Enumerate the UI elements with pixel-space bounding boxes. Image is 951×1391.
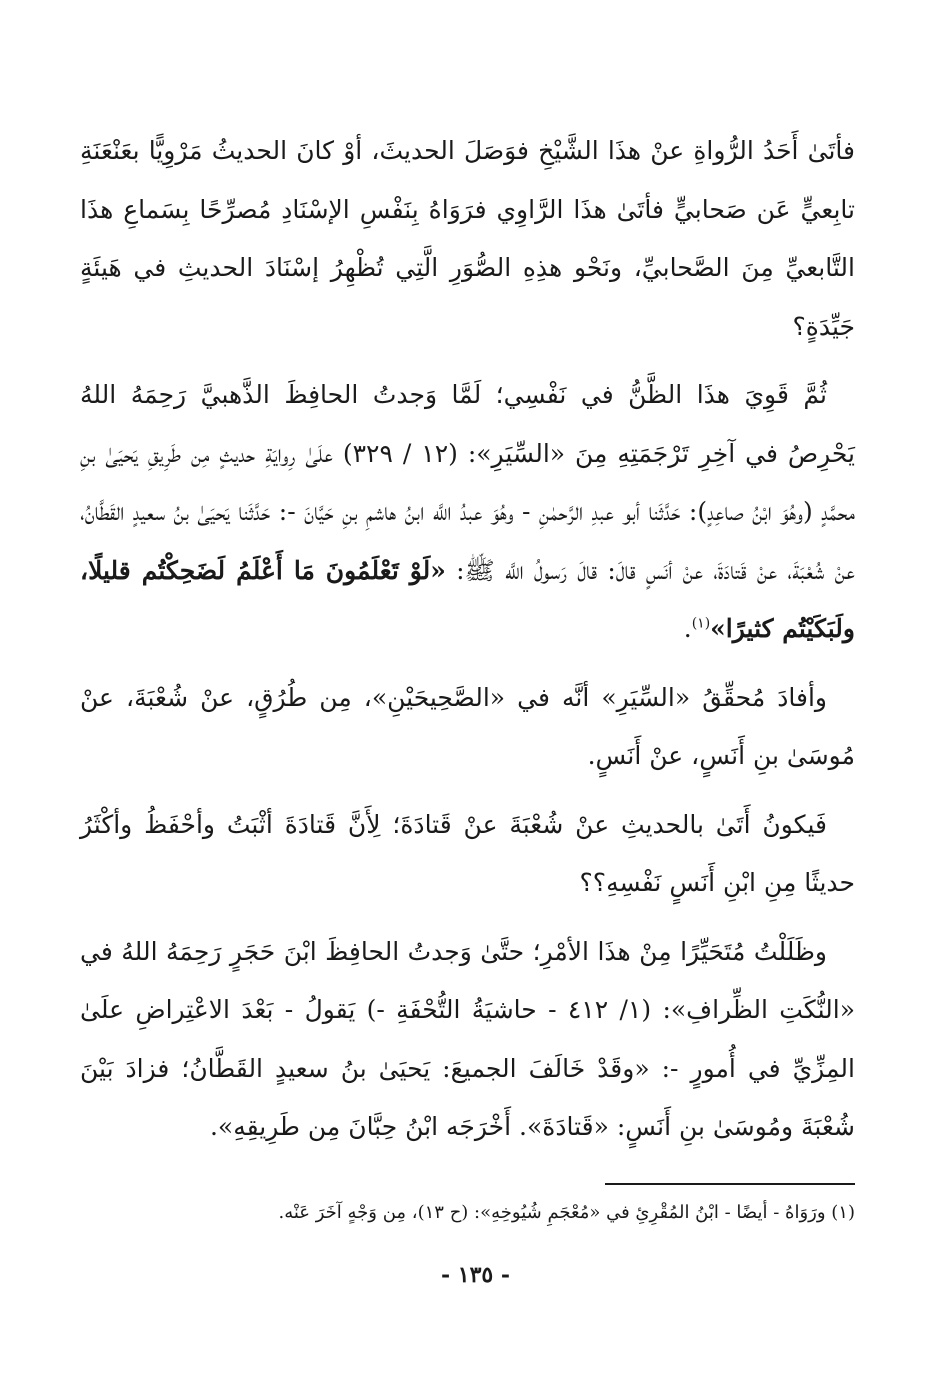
paragraph-1: فأتَىٰ أَحَدُ الرُّواةِ عنْ هذَا الشَّيْخِ فوَصَلَ الحديثَ، أوْ كانَ الحديثُ مَرْوِيًّا بعَنْعَنَةِ تابِعيٍّ عَن صَحابيٍّ فأتَىٰ هذَا الرَّاوِي فرَوَاهُ بِنَفْسِ الإسْنَادِ مُصرِّحًا بِسَماعِ هذَا التَّابعيِّ مِنَ الصَّحابيِّ، ونَحْو هذِهِ الصُّوَرِ الَّتِي تُظْهِرُ إسْنَادَ الحديثِ في هَيئَةٍ جَيِّدَةٍ؟ — [80, 136, 855, 341]
paragraph-3: وأفادَ مُحقِّقُ «السِّيَرِ» أنَّه في «الصَّحِيحَيْنِ»، مِن طُرُقٍ، عنْ شُعْبَةَ، عنْ مُوسَىٰ بنِ أَنَسٍ، عنْ أَنَسٍ. — [80, 682, 855, 770]
footnote-divider — [605, 1183, 855, 1185]
footnote-marker: (١) — [691, 615, 711, 632]
paragraph-4: فَيكونُ أَتَىٰ بالحديثِ عنْ شُعْبَةَ عنْ قَتادَةَ؛ لِأَنَّ قَتادَةَ أثْبَتُ وأحْفَظُ وأكْثَرُ حديثًا مِنِ ابْنِ أَنَسٍ نَفْسِهِ؟؟ — [80, 809, 855, 897]
hadith-quote: «لَوْ تَعْلَمُونَ مَا أَعْلَمُ لَضَحِكْتُم قليلًا، ولَبَكَيْتُم كثيرًا» — [80, 555, 855, 643]
main-text — [80, 122, 855, 1167]
paragraph-5: وظَلَلْتُ مُتَحَيِّرًا مِنْ هذَا الأمْرِ؛ حتَّىٰ وَجدتُ الحافِظَ ابْنَ حَجَرٍ رَحِمَهُ اللهُ في «النُّكَتِ الظِّرافِ»: (١/ ٤١٢ - حاشيَةُ التُّحْفَةِ -) يَقولُ - بَعْدَ الاعْتِراضِ علَىٰ المِزِّيِّ في أُمورٍ -: «وقَدْ خَالَفَ الجميعَ: يَحيَىٰ بنُ سعيدٍ القَطَّانُ؛ فزادَ بَيْنَ شُعْبَةَ ومُوسَىٰ بنِ أَنَسٍ: «قَتادَةَ». أَخْرَجَه ابْنُ حِبَّانَ مِن طَرِيقِهِ». — [80, 936, 855, 1141]
footnote: (١) ورَوَاهُ - أيضًا - ابْنُ المُقْرِئِ في «مُعْجَمِ شُيُوخِهِ»: (ح ١٣)، مِن وَجْهٍ آخَرَ عَنْه. — [278, 1202, 855, 1223]
paragraph-2-end: . — [683, 614, 692, 643]
paragraph-2-text: ثُمَّ قَوِيَ هذَا الظَّنُّ في نَفْسِي؛ لَمَّا وَجدتُ الحافِظَ الذَّهبيَّ رَحِمَهُ اللهُ يَحْرِصُ في آخِرِ تَرْجَمَتِهِ مِنَ «السِّيَرِ»: (١٢ / ٣٢٩) علَىٰ رِوايَةِ حديثٍ مِن طَرِيقِ يَحيَىٰ بنِ محمَّدٍ (وهُوَ ابْنُ صاعِدٍ): حَدَّثَنا أبو عبدِ الرَّحمٰنِ - وهُوَ عبدُ اللَّه ابنُ هاشمِ بنِ حَيَّانَ -: حَدَّثَنا يَحيَىٰ بنُ سعيدٍ القَطَّانُ، عنْ شُعْبَةَ، عنْ قَتادَةَ، عنْ أنَسٍ قالَ: قالَ رَسولُ اللَّه ﷺ: — [80, 380, 855, 585]
paragraph-2 — [80, 366, 855, 659]
page-number: - ١٣٥ - — [440, 1262, 511, 1288]
